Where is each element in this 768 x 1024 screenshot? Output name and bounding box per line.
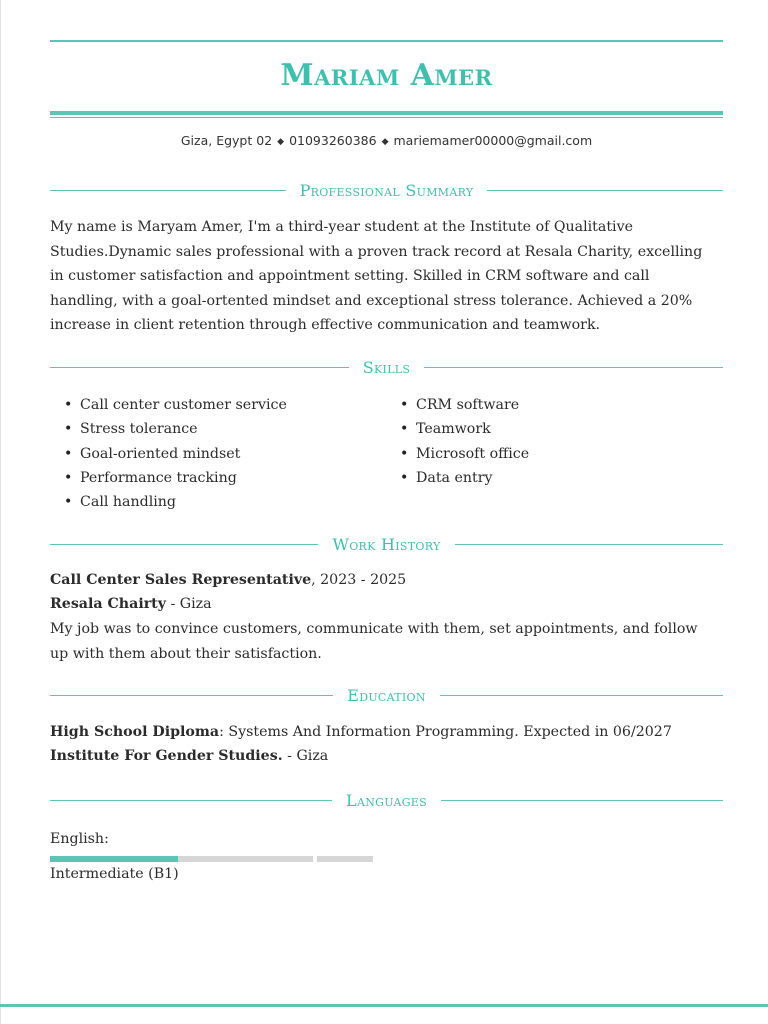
section-title: Education [347,685,426,705]
contact-email: mariemamer00000@gmail.com [393,133,593,148]
education-field: : Systems And Information Programming. Expected in 06/2027 [219,724,672,740]
job-company-line [50,592,212,617]
skill-item: • Data entry [400,466,529,490]
contact-line [50,133,723,148]
skill-item: • Performance tracking [64,466,287,490]
section-rule [455,544,723,545]
job-description-line: up with them about their satisfaction. [50,645,322,662]
header-top-rule [50,40,723,42]
proficiency-bar-empty [178,856,313,862]
education-degree-line [50,720,672,745]
section-header-education [50,685,723,705]
skills-list-left [64,393,287,514]
education-location: - Giza [282,748,329,764]
section-rule [50,544,318,545]
footer-rule [0,1004,768,1007]
skill-item: • Microsoft office [400,442,529,466]
skill-item: • Teamwork [400,417,529,441]
diamond-separator-icon: ◆ [381,137,389,147]
summary-text [50,215,725,338]
diamond-separator-icon: ◆ [277,137,285,147]
summary-line: in customer satisfaction and appointment setting. Skilled in CRM software and call [50,268,650,284]
contact-location: Giza, Egypt 02 [180,133,273,148]
section-header-summary [50,180,723,200]
section-rule [50,800,332,801]
summary-line: increase in client retention through effective communication and teamwork. [50,317,601,333]
section-title: Languages [346,790,427,810]
education-school-line [50,744,328,769]
candidate-name: Mariam Amer [280,58,493,93]
section-header-languages [50,790,723,810]
section-rule [440,695,723,696]
page-edge [0,0,1,1024]
skill-item: • Call handling [64,490,287,514]
skill-item: • Stress tolerance [64,417,287,441]
skill-item: • Goal-oriented mindset [64,442,287,466]
job-location: - Giza [165,596,212,612]
summary-line: handling, with a goal-ortented mindset and exceptional stress tolerance. Achieved a 20% [50,292,693,309]
job-description [50,617,725,666]
job-description-line: My job was to convince customers, communicate with them, set appointments, and follow [50,621,698,637]
language-name: English: [50,831,109,847]
section-title: Professional Summary [299,180,474,200]
contact-phone: 01093260386 [289,133,377,148]
section-rule [50,367,349,368]
education-school: Institute For Gender Studies. [50,748,283,764]
section-rule [441,800,723,801]
header-rule-thick [50,111,723,115]
section-title: Skills [362,357,411,377]
section-rule [487,190,723,191]
skills-list-right [400,393,529,490]
section-header-work [50,534,723,554]
job-dates: , 2023 - 2025 [311,572,407,588]
skill-item: • CRM software [400,393,529,417]
header-rule-thin [50,117,723,118]
language-level: Intermediate (B1) [50,866,179,882]
proficiency-bar-empty [317,856,373,862]
summary-line: My name is Maryam Amer, I'm a third-year student at the Institute of Qualitative [50,219,633,235]
section-rule [424,367,723,368]
education-degree: High School Diploma [50,724,220,740]
skill-item: • Call center customer service [64,393,287,417]
summary-line: Studies.Dynamic sales professional with a proven track record at Resala Charity, excelling [50,243,703,260]
job-title: Call Center Sales Representative [50,572,312,588]
job-title-line [50,568,406,593]
job-company: Resala Chairty [50,596,166,612]
section-header-skills [50,357,723,377]
section-title: Work History [332,534,441,554]
section-rule [50,190,286,191]
section-rule [50,695,333,696]
